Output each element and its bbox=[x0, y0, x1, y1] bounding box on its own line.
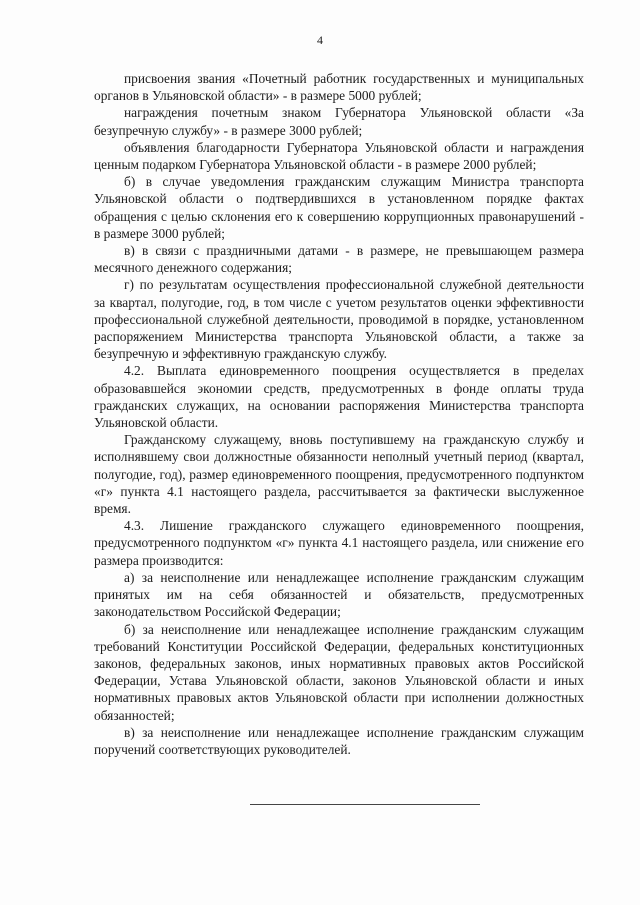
paragraph-6: г) по результатам осуществления профессиональной служебной деятельности за квартал, полугодие, год, в том числе с учетом результатов оценки эффективности профессиональной служебной деятельности, проводимой в порядке, установленном распоряжением Министерства транспорта Ульяновской области, а также за безупречную и эффективную гражданскую службу. bbox=[94, 277, 584, 362]
end-separator-line bbox=[250, 804, 480, 805]
paragraph-5: в) в связи с праздничными датами - в размере, не превышающем размера месячного денежного содержания; bbox=[94, 243, 584, 276]
page-number: 4 bbox=[317, 33, 323, 47]
paragraph-1: присвоения звания «Почетный работник государственных и муниципальных органов в Ульяновской области» - в размере 5000 рублей; bbox=[94, 71, 584, 104]
paragraph-9: 4.3. Лишение гражданского служащего единовременного поощрения, предусмотренного подпунктом «г» пункта 4.1 настоящего раздела, или снижение его размера производится: bbox=[94, 518, 584, 568]
paragraph-12: в) за неисполнение или ненадлежащее исполнение гражданским служащим поручений соответствующих руководителей. bbox=[94, 724, 584, 757]
paragraph-3: объявления благодарности Губернатора Ульяновской области и награждения ценным подарком Губернатора Ульяновской области - в размере 2000 рублей; bbox=[94, 139, 584, 173]
paragraph-10: а) за неисполнение или ненадлежащее исполнение гражданским служащим принятых им на себя обязанностей и обязательств, предусмотренных законодательством Российской Федерации; bbox=[94, 569, 584, 620]
paragraph-2: награждения почетным знаком Губернатора Ульяновской области «За безупречную службу» - в размере 3000 рублей; bbox=[94, 105, 584, 138]
document-body bbox=[94, 70, 584, 758]
paragraph-11: б) за неисполнение или ненадлежащее исполнение гражданским служащим требований Конституции Российской Федерации, федеральных конституционных законов, федеральных законов, иных нормативных правовых актов Российской Федерации, Устава Ульяновской области, законов Ульяновской области и иных нормативных правовых актов Ульяновской области при исполнении должностных обязанностей; bbox=[94, 621, 584, 723]
paragraph-8: Гражданскому служащему, вновь поступившему на гражданскую службу и исполнявшему свои должностные обязанности неполный учетный период (квартал, полугодие, год), размер единовременного поощрения, предусмотренного подпунктом «г» пункта 4.1 настоящего раздела, рассчитывается за фактически выслуженное время. bbox=[94, 432, 584, 517]
paragraph-4: б) в случае уведомления гражданским служащим Министра транспорта Ульяновской области о подтвердившихся в установленном порядке фактах обращения с целью склонения его к совершению коррупционных правонарушений - в размере 3000 рублей; bbox=[94, 174, 584, 241]
paragraph-7: 4.2. Выплата единовременного поощрения осуществляется в пределах образовавшейся экономии средств, предусмотренных в фонде оплаты труда гражданских служащих, на основании распоряжения Министерства транспорта Ульяновской области. bbox=[94, 363, 584, 431]
